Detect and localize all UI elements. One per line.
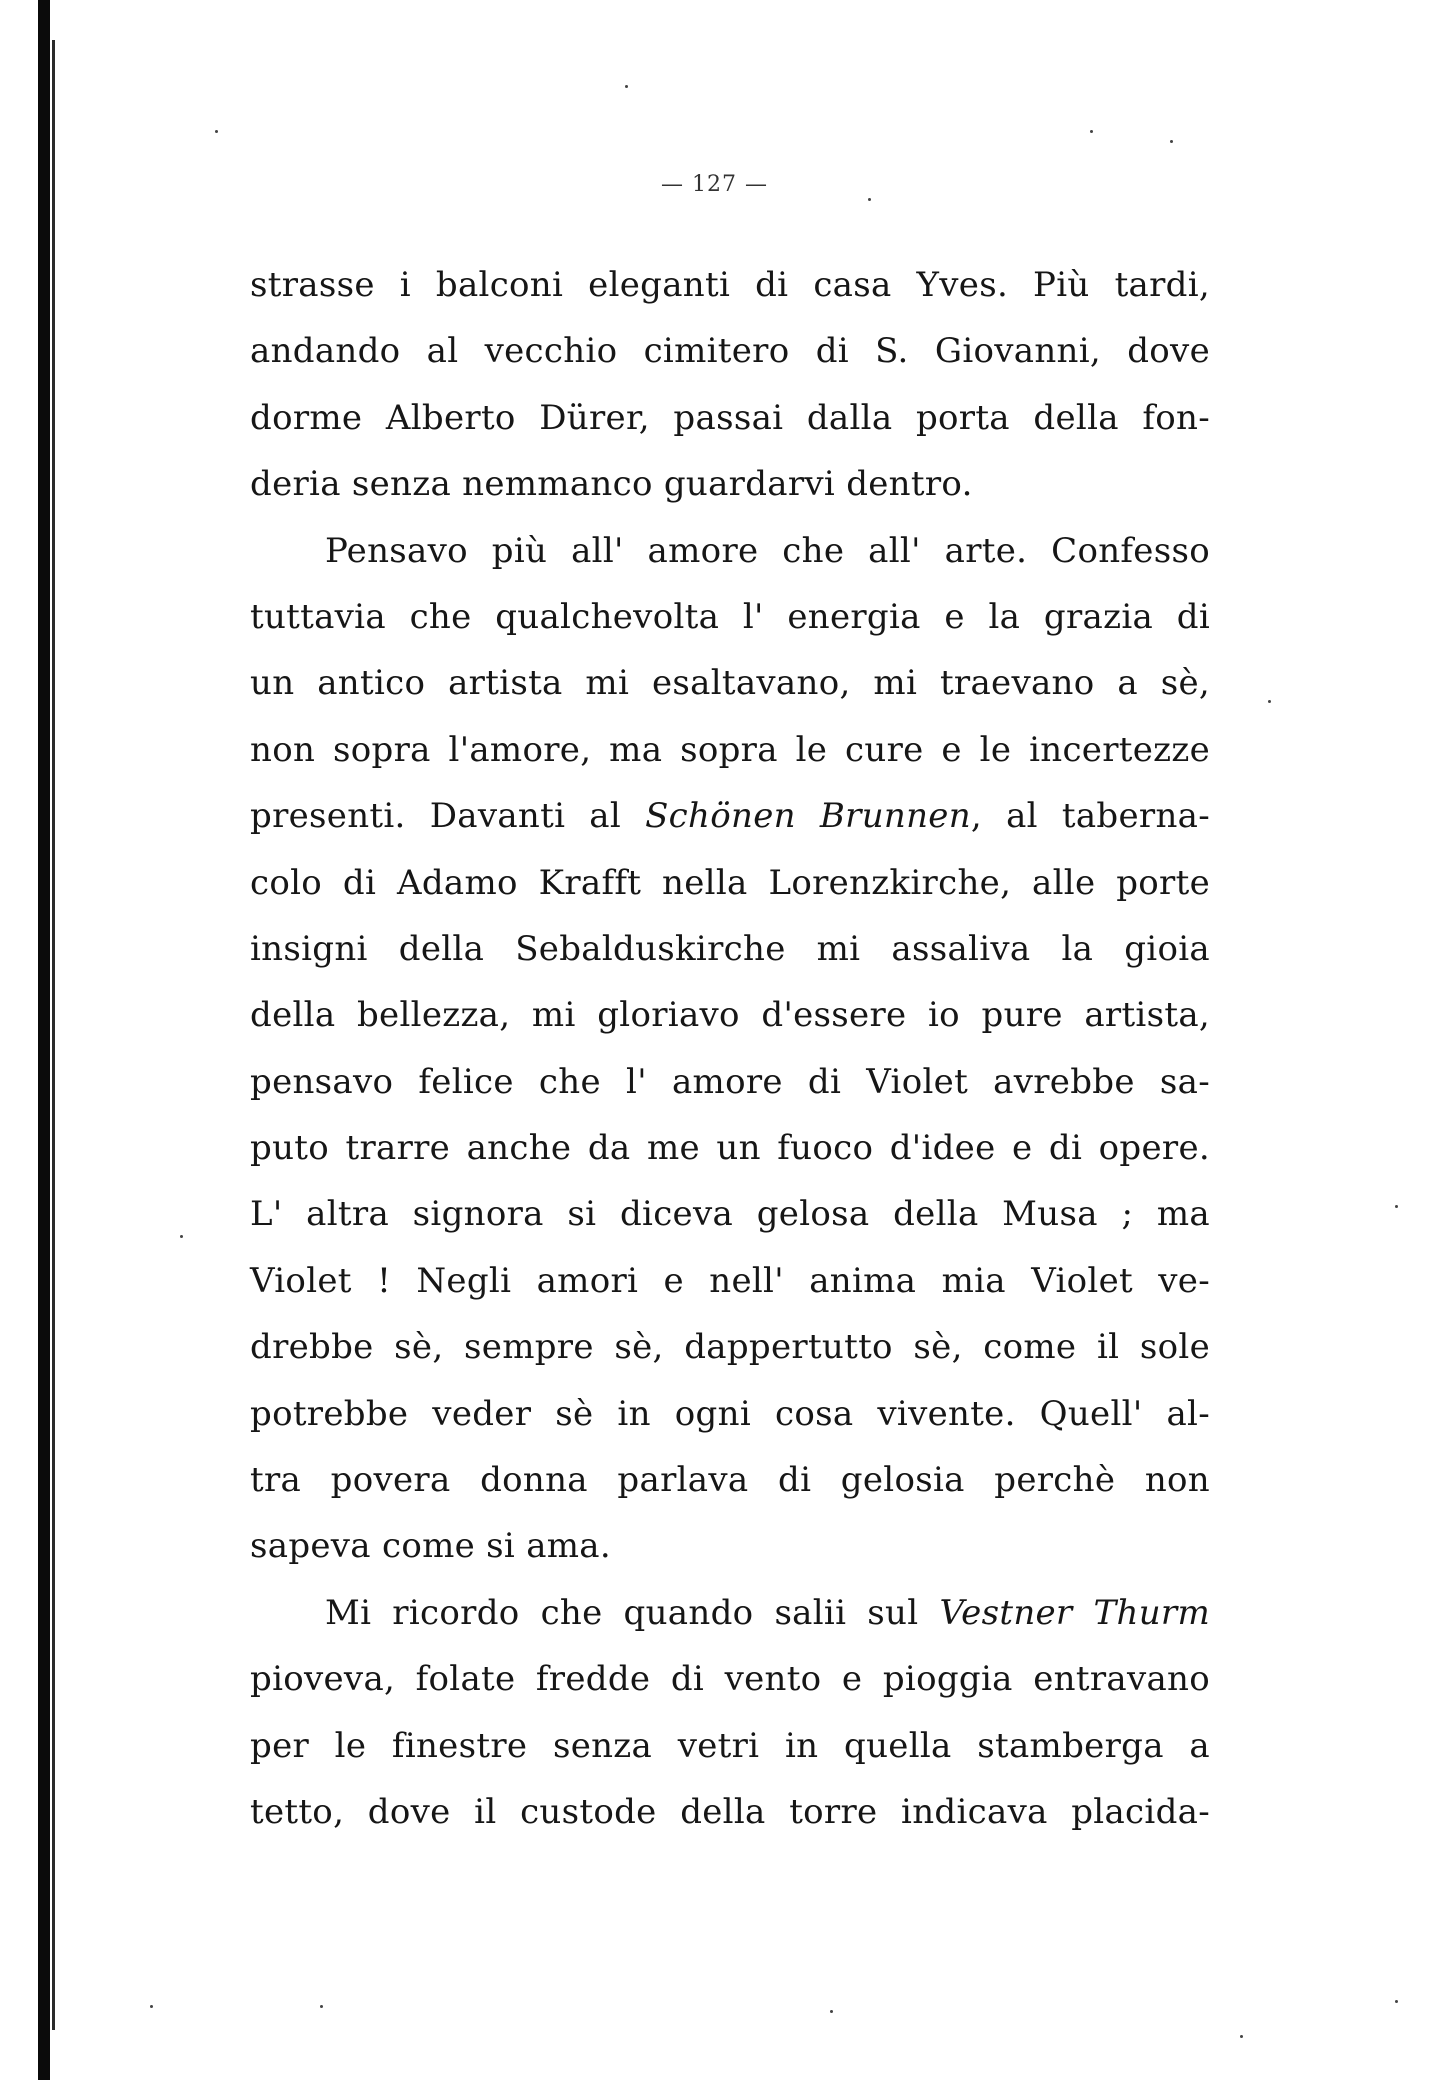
text-line: colo di Adamo Krafft nella Lorenzkirche, alle porte [250,862,1210,903]
scan-speck [320,2005,323,2008]
text-line: puto trarre anche da me un fuoco d'idee e di opere. [250,1128,1210,1169]
text-line: tra povera donna parlava di gelosia perchè non [250,1460,1210,1501]
scan-speck [1395,2000,1398,2003]
text-line: un antico artista mi esaltavano, mi traevano a sè, [250,663,1210,704]
scan-speck [180,1235,183,1238]
text-segment: presenti. Davanti al [250,796,646,837]
body-text [250,252,1210,1845]
text-line: pensavo felice che l' amore di Violet avrebbe sa- [250,1061,1210,1102]
scan-speck [1240,2035,1243,2038]
text-line: potrebbe veder sè in ogni cosa vivente. Quell' al- [250,1393,1210,1434]
scan-speck [1170,140,1173,143]
text-line [250,1580,1210,1646]
text-line: L' altra signora si diceva gelosa della Musa ; ma [250,1194,1210,1235]
text-line: tetto, dove il custode della torre indicava placida- [250,1791,1210,1832]
text-line: andando al vecchio cimitero di S. Giovanni, dove [250,331,1210,372]
page-number: — 127 — [661,172,768,197]
scan-speck [1395,1205,1398,1208]
text-line: dorme Alberto Dürer, passai dalla porta della fon- [250,397,1210,438]
text-line: non sopra l'amore, ma sopra le cure e le incertezze [250,729,1210,770]
text-segment: , al taberna- [970,796,1211,837]
text-line: per le finestre senza vetri in quella stamberga a [250,1725,1210,1766]
scan-speck [868,198,871,201]
italic-title: Schönen Brunnen [645,796,971,837]
text-line: drebbe sè, sempre sè, dappertutto sè, come il sole [250,1327,1210,1368]
scan-speck [150,2005,153,2008]
scan-speck [1090,130,1093,133]
text-line [250,783,1210,849]
italic-title: Vestner Thurm [939,1592,1210,1633]
text-line: tuttavia che qualchevolta l' energia e la grazia di [250,596,1210,637]
binding-edge-shadow [52,40,55,2030]
text-line: insigni della Sebalduskirche mi assaliva la gioia [250,928,1210,969]
text-line: Violet ! Negli amori e nell' anima mia Violet ve- [250,1260,1210,1301]
scan-speck [625,85,628,88]
text-line: deria senza nemmanco guardarvi dentro. [250,464,973,505]
binding-edge [38,0,50,2080]
text-line: pioveva, folate fredde di vento e pioggia entravano [250,1659,1210,1700]
text-line: strasse i balconi eleganti di casa Yves. Più tardi, [250,265,1210,305]
scan-speck [830,2010,833,2013]
text-segment: Mi ricordo che quando salii sul [325,1592,940,1633]
text-line: della bellezza, mi gloriavo d'essere io pure artista, [250,995,1210,1036]
scan-speck [1268,700,1271,703]
text-line: sapeva come si ama. [250,1526,611,1567]
text-line: Pensavo più all' amore che all' arte. Confesso [325,530,1210,571]
scan-speck [215,130,218,133]
